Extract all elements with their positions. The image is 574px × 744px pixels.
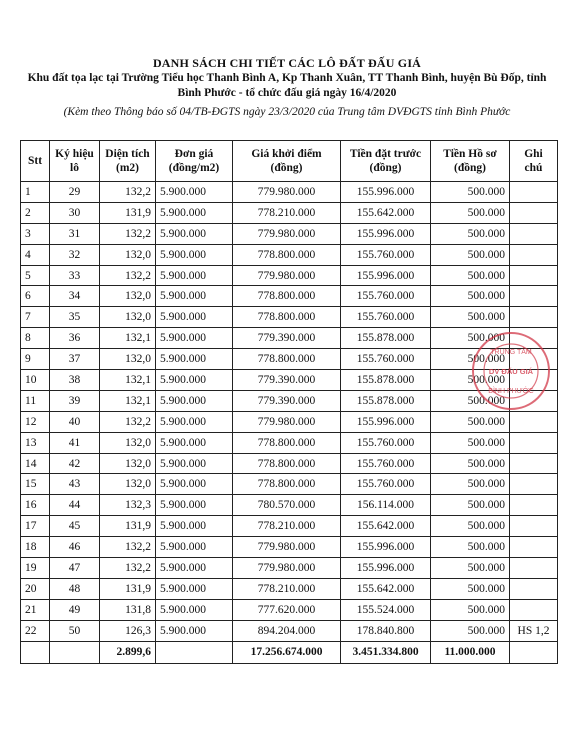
stamp-text-top: TRUNG TÂM: [490, 349, 532, 356]
area-cell: 132,1: [100, 390, 156, 411]
starting-price-cell: 779.980.000: [233, 265, 341, 286]
stt-cell: 8: [21, 328, 50, 349]
stt-cell: 10: [21, 370, 50, 391]
column-header: [100, 141, 156, 182]
file-fee-cell: 500.000: [431, 516, 510, 537]
column-header: [341, 141, 431, 182]
subtitle-line-1: Khu đất tọa lạc tại Trường Tiểu học Thanh Bình A, Kp Thanh Xuân, TT Thanh Bình, huyện Bù Đốp, tỉnh: [27, 72, 547, 84]
table-header-row: [21, 141, 558, 182]
note-cell: [510, 370, 558, 391]
unit-price-cell: 5.900.000: [156, 202, 233, 223]
lot-code-cell: 32: [50, 244, 100, 265]
table-row: [21, 578, 558, 599]
table-row: [21, 223, 558, 244]
file-fee-cell: 500.000: [431, 537, 510, 558]
file-fee-cell: 500.000: [431, 286, 510, 307]
table-row: [21, 370, 558, 391]
lot-code-cell: 29: [50, 182, 100, 203]
lot-code-cell: 35: [50, 307, 100, 328]
note-cell: [510, 495, 558, 516]
deposit-cell: 155.760.000: [341, 474, 431, 495]
unit-price-cell: 5.900.000: [156, 307, 233, 328]
deposit-cell: 155.996.000: [341, 537, 431, 558]
deposit-cell: 155.760.000: [341, 286, 431, 307]
note-cell: [510, 244, 558, 265]
deposit-cell: 155.996.000: [341, 223, 431, 244]
note-cell: [510, 223, 558, 244]
deposit-cell: 155.996.000: [341, 265, 431, 286]
table-row: [21, 537, 558, 558]
lot-code-cell: 36: [50, 328, 100, 349]
lot-code-cell: 41: [50, 432, 100, 453]
lot-code-cell: 30: [50, 202, 100, 223]
column-header-line-2: (m2): [116, 162, 139, 174]
table-row: [21, 307, 558, 328]
unit-price-cell: 5.900.000: [156, 223, 233, 244]
starting-price-cell: 778.800.000: [233, 244, 341, 265]
lot-code-cell: 45: [50, 516, 100, 537]
deposit-cell: 155.878.000: [341, 370, 431, 391]
lot-code-cell: 31: [50, 223, 100, 244]
note-cell: [510, 328, 558, 349]
file-fee-cell: 500.000: [431, 453, 510, 474]
area-cell: 131,9: [100, 202, 156, 223]
deposit-cell: 155.642.000: [341, 202, 431, 223]
document-title: DANH SÁCH CHI TIẾT CÁC LÔ ĐẤT ĐẤU GIÁ: [152, 56, 422, 70]
starting-price-cell: 779.390.000: [233, 390, 341, 411]
area-cell: 131,9: [100, 516, 156, 537]
column-header: [431, 141, 510, 182]
starting-price-cell: 779.390.000: [233, 370, 341, 391]
column-header-line-2: lô: [70, 162, 79, 174]
stt-cell: 9: [21, 349, 50, 370]
deposit-cell: 155.642.000: [341, 578, 431, 599]
area-cell: 132,0: [100, 349, 156, 370]
column-header-line-1: Diện tích: [105, 148, 150, 160]
note-cell: [510, 202, 558, 223]
file-fee-cell: 500.000: [431, 202, 510, 223]
deposit-cell: 155.996.000: [341, 411, 431, 432]
column-header: [156, 141, 233, 182]
unit-price-cell: 5.900.000: [156, 328, 233, 349]
stt-cell: 12: [21, 411, 50, 432]
stt-cell: 17: [21, 516, 50, 537]
column-header-line-1: Tiền Hồ sơ: [443, 148, 497, 160]
area-cell: 132,1: [100, 370, 156, 391]
stt-cell: 6: [21, 286, 50, 307]
table-row: [21, 390, 558, 411]
lot-code-cell: 40: [50, 411, 100, 432]
starting-price-cell: 778.800.000: [233, 286, 341, 307]
starting-price-cell: 779.980.000: [233, 558, 341, 579]
stt-cell: 5: [21, 265, 50, 286]
unit-price-cell: 5.900.000: [156, 453, 233, 474]
table-row: [21, 558, 558, 579]
stt-cell: 2: [21, 202, 50, 223]
starting-price-cell: 894.204.000: [233, 620, 341, 641]
stt-cell: 7: [21, 307, 50, 328]
table-row: [21, 244, 558, 265]
total-stt-cell: [21, 641, 50, 663]
note-cell: [510, 474, 558, 495]
deposit-cell: 155.642.000: [341, 516, 431, 537]
starting-price-cell: 779.390.000: [233, 328, 341, 349]
lot-code-cell: 46: [50, 537, 100, 558]
deposit-cell: 155.878.000: [341, 328, 431, 349]
unit-price-cell: 5.900.000: [156, 537, 233, 558]
column-header-line-1: Giá khởi điểm: [251, 148, 322, 160]
unit-price-cell: 5.900.000: [156, 411, 233, 432]
deposit-cell: 155.996.000: [341, 182, 431, 203]
deposit-cell: 155.996.000: [341, 558, 431, 579]
area-cell: 132,2: [100, 537, 156, 558]
column-header-line-2: (đồng): [270, 162, 303, 174]
unit-price-cell: 5.900.000: [156, 182, 233, 203]
document-subtitle: [22, 71, 552, 101]
column-header-line-2: (đồng): [454, 162, 486, 174]
stt-cell: 15: [21, 474, 50, 495]
unit-price-cell: 5.900.000: [156, 474, 233, 495]
file-fee-cell: 500.000: [431, 223, 510, 244]
stamp-text-mid: DV ĐẤU GIÁ: [488, 367, 534, 376]
note-cell: [510, 578, 558, 599]
unit-price-cell: 5.900.000: [156, 286, 233, 307]
note-cell: HS 1,2: [510, 620, 558, 641]
total-lot-code-cell: [50, 641, 100, 663]
file-fee-cell: 500.000: [431, 307, 510, 328]
total-note-cell: [510, 641, 558, 663]
table-row: [21, 599, 558, 620]
file-fee-cell: 500.000: [431, 182, 510, 203]
table-totals-row: [21, 641, 558, 663]
area-cell: 132,0: [100, 474, 156, 495]
column-header-line-1: Tiền đặt trước: [349, 148, 422, 160]
column-header: [50, 141, 100, 182]
note-cell: [510, 265, 558, 286]
starting-price-cell: 778.800.000: [233, 453, 341, 474]
stt-cell: 1: [21, 182, 50, 203]
file-fee-cell: 500.000: [431, 495, 510, 516]
lot-code-cell: 43: [50, 474, 100, 495]
note-cell: [510, 411, 558, 432]
area-cell: 132,0: [100, 307, 156, 328]
unit-price-cell: 5.900.000: [156, 370, 233, 391]
column-header-line-1: Đơn giá: [174, 148, 214, 160]
file-fee-cell: 500.000: [431, 432, 510, 453]
deposit-cell: 155.760.000: [341, 349, 431, 370]
total-file-fee-cell: 11.000.000: [431, 641, 510, 663]
unit-price-cell: 5.900.000: [156, 620, 233, 641]
table-row: [21, 265, 558, 286]
starting-price-cell: 778.800.000: [233, 432, 341, 453]
file-fee-cell: 500.000: [431, 370, 510, 391]
column-header-line-1: Stt: [27, 155, 43, 167]
lot-code-cell: 37: [50, 349, 100, 370]
table-row: [21, 453, 558, 474]
stt-cell: 18: [21, 537, 50, 558]
table-row: [21, 202, 558, 223]
deposit-cell: 155.760.000: [341, 432, 431, 453]
note-cell: [510, 349, 558, 370]
area-cell: 132,3: [100, 495, 156, 516]
column-header: [21, 141, 50, 182]
column-header: [510, 141, 558, 182]
table-body: [21, 182, 558, 642]
deposit-cell: 155.524.000: [341, 599, 431, 620]
area-cell: 132,2: [100, 558, 156, 579]
starting-price-cell: 779.980.000: [233, 537, 341, 558]
stt-cell: 16: [21, 495, 50, 516]
area-cell: 132,0: [100, 244, 156, 265]
document-note: (Kèm theo Thông báo số 04/TB-ĐGTS ngày 23/3/2020 của Trung tâm DVĐGTS tỉnh Bình Phước: [63, 106, 511, 118]
lot-code-cell: 42: [50, 453, 100, 474]
file-fee-cell: 500.000: [431, 599, 510, 620]
file-fee-cell: 500.000: [431, 328, 510, 349]
column-header-line-1: Ký hiệu: [55, 148, 94, 160]
area-cell: 132,0: [100, 453, 156, 474]
area-cell: 132,2: [100, 411, 156, 432]
table-row: [21, 474, 558, 495]
note-cell: [510, 516, 558, 537]
starting-price-cell: 778.800.000: [233, 349, 341, 370]
lots-table: [20, 140, 558, 664]
stamp-text-bottom: BÌNH PHƯỚC: [488, 388, 534, 395]
unit-price-cell: 5.900.000: [156, 349, 233, 370]
total-deposit-cell: 3.451.334.800: [341, 641, 431, 663]
table-row: [21, 432, 558, 453]
file-fee-cell: 500.000: [431, 558, 510, 579]
stt-cell: 3: [21, 223, 50, 244]
area-cell: 131,9: [100, 578, 156, 599]
note-cell: [510, 182, 558, 203]
lot-code-cell: 34: [50, 286, 100, 307]
stt-cell: 14: [21, 453, 50, 474]
deposit-cell: 155.760.000: [341, 453, 431, 474]
starting-price-cell: 778.800.000: [233, 307, 341, 328]
starting-price-cell: 780.570.000: [233, 495, 341, 516]
starting-price-cell: 778.210.000: [233, 578, 341, 599]
lot-code-cell: 39: [50, 390, 100, 411]
unit-price-cell: 5.900.000: [156, 390, 233, 411]
starting-price-cell: 777.620.000: [233, 599, 341, 620]
file-fee-cell: 500.000: [431, 620, 510, 641]
area-cell: 132,0: [100, 432, 156, 453]
table-row: [21, 516, 558, 537]
note-cell: [510, 558, 558, 579]
stt-cell: 21: [21, 599, 50, 620]
unit-price-cell: 5.900.000: [156, 578, 233, 599]
total-unit-price-cell: [156, 641, 233, 663]
note-cell: [510, 453, 558, 474]
starting-price-cell: 779.980.000: [233, 182, 341, 203]
area-cell: 126,3: [100, 620, 156, 641]
table-row: [21, 182, 558, 203]
starting-price-cell: 779.980.000: [233, 411, 341, 432]
note-cell: [510, 390, 558, 411]
column-header-line-2: (đồng/m2): [168, 162, 220, 174]
stt-cell: 4: [21, 244, 50, 265]
unit-price-cell: 5.900.000: [156, 599, 233, 620]
unit-price-cell: 5.900.000: [156, 265, 233, 286]
file-fee-cell: 500.000: [431, 411, 510, 432]
lot-code-cell: 49: [50, 599, 100, 620]
unit-price-cell: 5.900.000: [156, 432, 233, 453]
starting-price-cell: 778.800.000: [233, 474, 341, 495]
file-fee-cell: 500.000: [431, 578, 510, 599]
stt-cell: 19: [21, 558, 50, 579]
table-row: [21, 349, 558, 370]
stt-cell: 22: [21, 620, 50, 641]
deposit-cell: 178.840.800: [341, 620, 431, 641]
note-cell: [510, 307, 558, 328]
starting-price-cell: 778.210.000: [233, 516, 341, 537]
area-cell: 132,2: [100, 182, 156, 203]
file-fee-cell: 500.000: [431, 265, 510, 286]
note-cell: [510, 432, 558, 453]
file-fee-cell: 500.000: [431, 349, 510, 370]
area-cell: 131,8: [100, 599, 156, 620]
unit-price-cell: 5.900.000: [156, 495, 233, 516]
table-row: [21, 286, 558, 307]
stt-cell: 11: [21, 390, 50, 411]
area-cell: 132,2: [100, 223, 156, 244]
unit-price-cell: 5.900.000: [156, 244, 233, 265]
file-fee-cell: 500.000: [431, 474, 510, 495]
note-cell: [510, 286, 558, 307]
lot-code-cell: 48: [50, 578, 100, 599]
note-cell: [510, 599, 558, 620]
deposit-cell: 155.760.000: [341, 307, 431, 328]
deposit-cell: 156.114.000: [341, 495, 431, 516]
column-header: [233, 141, 341, 182]
lot-code-cell: 33: [50, 265, 100, 286]
table-row: [21, 495, 558, 516]
table-row: [21, 328, 558, 349]
table-row: [21, 411, 558, 432]
column-header-line-2: (đồng): [369, 162, 402, 174]
starting-price-cell: 779.980.000: [233, 223, 341, 244]
lot-code-cell: 47: [50, 558, 100, 579]
subtitle-line-2: Bình Phước - tổ chức đấu giá ngày 16/4/2020: [177, 87, 397, 99]
column-header-line-1: Ghi chú: [524, 148, 543, 174]
lot-code-cell: 38: [50, 370, 100, 391]
deposit-cell: 155.760.000: [341, 244, 431, 265]
lot-code-cell: 44: [50, 495, 100, 516]
stt-cell: 20: [21, 578, 50, 599]
unit-price-cell: 5.900.000: [156, 558, 233, 579]
deposit-cell: 155.878.000: [341, 390, 431, 411]
area-cell: 132,0: [100, 286, 156, 307]
area-cell: 132,1: [100, 328, 156, 349]
note-cell: [510, 537, 558, 558]
file-fee-cell: 500.000: [431, 244, 510, 265]
starting-price-cell: 778.210.000: [233, 202, 341, 223]
table-row: [21, 620, 558, 641]
area-cell: 132,2: [100, 265, 156, 286]
unit-price-cell: 5.900.000: [156, 516, 233, 537]
lot-code-cell: 50: [50, 620, 100, 641]
file-fee-cell: 500.000: [431, 390, 510, 411]
total-starting-price-cell: 17.256.674.000: [233, 641, 341, 663]
total-area-cell: 2.899,6: [100, 641, 156, 663]
stt-cell: 13: [21, 432, 50, 453]
